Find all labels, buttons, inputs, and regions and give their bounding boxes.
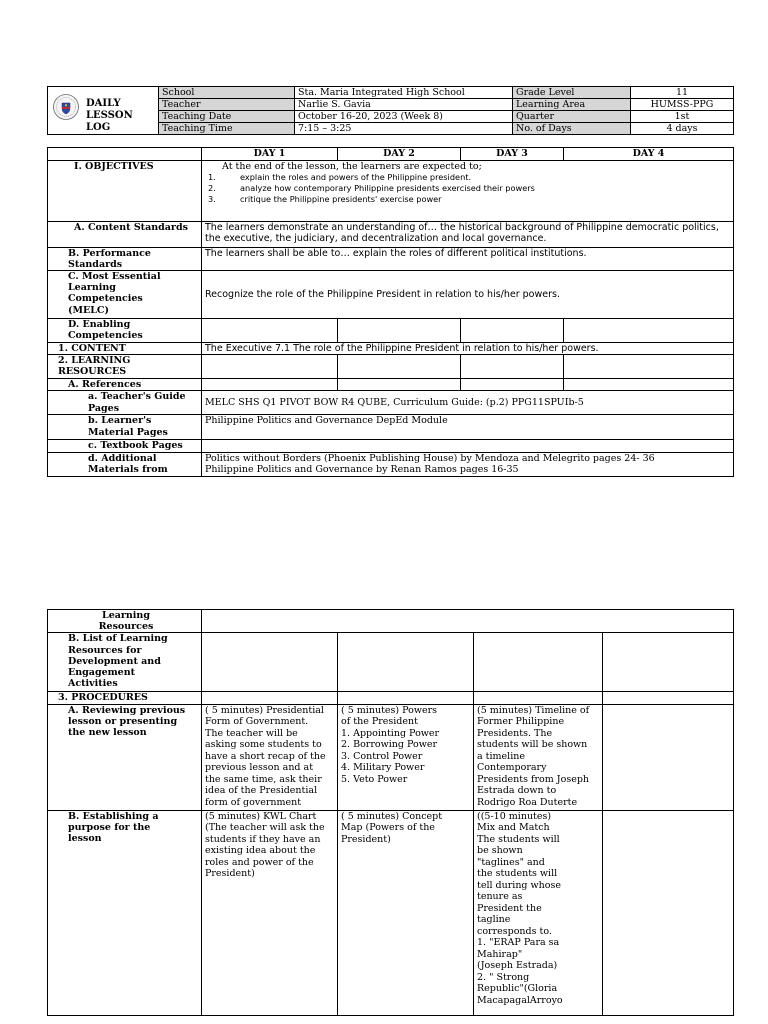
day-header: DAY 4 xyxy=(564,148,734,161)
empty-cell xyxy=(474,633,603,692)
empty-cell xyxy=(564,318,734,342)
empty-cell xyxy=(603,692,734,704)
textbook-label: c. Textbook Pages xyxy=(48,440,202,452)
learning-area-label: Learning Area xyxy=(513,99,631,111)
establishing-day3: ((5-10 minutes) Mix and Match The students will be shown "taglines" and the students will tell during whose tenure as President the tagline corresponds to. 1. "ERAP Para sa Mahirap" (Joseph Estrada) 2. " Strong Republic"(Gloria MacapagalArroyo xyxy=(474,810,603,1015)
procedures-label: 3. PROCEDURES xyxy=(48,692,202,704)
establishing-day2: ( 5 minutes) Concept Map (Powers of the President) xyxy=(338,810,474,1015)
objective-item: 2. analyze how contemporary Philippine presidents exercised their powers xyxy=(208,183,535,193)
empty-cell xyxy=(474,692,603,704)
objectives-label: I. OBJECTIVES xyxy=(48,160,202,221)
school-label: School xyxy=(159,87,295,99)
empty-cell xyxy=(202,692,338,704)
quarter-value: 1st xyxy=(631,111,734,123)
grade-level-value: 11 xyxy=(631,87,734,99)
teacher-value: Narlie S. Gavia xyxy=(295,99,513,111)
content-label: 1. CONTENT xyxy=(48,342,202,354)
teachers-guide-text: MELC SHS Q1 PIVOT BOW R4 QUBE, Curriculum Guide: (p.2) PPG11SPUIb-5 xyxy=(202,391,734,415)
header-table xyxy=(47,86,734,135)
learning-resources-cont-label: Learning Resources xyxy=(48,610,202,633)
establishing-day1: (5 minutes) KWL Chart (The teacher will ask the students if they have an existing idea about the roles and power of the President) xyxy=(202,810,338,1015)
learning-resources-label: 2. LEARNING RESOURCES xyxy=(48,355,202,379)
logo-title-cell xyxy=(48,87,159,135)
content-standards-label: A. Content Standards xyxy=(48,221,202,247)
teacher-label: Teacher xyxy=(159,99,295,111)
days-label: No. of Days xyxy=(513,123,631,135)
empty-cell xyxy=(202,318,338,342)
teaching-date-label: Teaching Date xyxy=(159,111,295,123)
objectives-intro: At the end of the lesson, the learners are expected to; xyxy=(222,160,482,172)
reviewing-day2: ( 5 minutes) Powers of the President 1. Appointing Power 2. Borrowing Power 3. Control Power 4. Military Power 5. Veto Power xyxy=(338,704,474,810)
enabling-competencies-label: D. Enabling Competencies xyxy=(48,318,202,342)
empty-cell xyxy=(603,704,734,810)
empty-cell xyxy=(202,610,734,633)
empty-cell xyxy=(564,355,734,379)
day-header: DAY 1 xyxy=(202,148,338,161)
reviewing-day1: ( 5 minutes) Presidential Form of Government. The teacher will be asking some students to have a short recap of the previous lesson and at the same time, ask their idea of the Presidential form of government xyxy=(202,704,338,810)
additional-materials-label: d. Additional Materials from xyxy=(48,452,202,476)
empty-cell xyxy=(461,379,564,391)
teaching-time-label: Teaching Time xyxy=(159,123,295,135)
melc-text: Recognize the role of the Philippine President in relation to his/her powers. xyxy=(202,270,734,318)
performance-standards-label: B. Performance Standards xyxy=(48,247,202,270)
empty-cell xyxy=(564,379,734,391)
empty-cell xyxy=(338,633,474,692)
teaching-time-value: 7:15 – 3:25 xyxy=(295,123,513,135)
quarter-label: Quarter xyxy=(513,111,631,123)
empty-cell xyxy=(202,440,734,452)
empty-cell xyxy=(603,810,734,1015)
empty-cell xyxy=(202,355,338,379)
deped-seal-icon xyxy=(53,94,79,120)
melc-label: C. Most Essential Learning Competencies (MELC) xyxy=(48,270,202,318)
empty-cell xyxy=(202,379,338,391)
empty-cell xyxy=(338,379,461,391)
learners-material-text: Philippine Politics and Governance DepEd Module xyxy=(202,415,734,440)
days-value: 4 days xyxy=(631,123,734,135)
day-header: DAY 2 xyxy=(338,148,461,161)
teaching-date-value: October 16-20, 2023 (Week 8) xyxy=(295,111,513,123)
content-standards-text: The learners demonstrate an understanding of… the historical background of Philippine democratic politics, the executive, the judiciary, and decentralization and local governance. xyxy=(202,221,734,247)
empty-cell xyxy=(461,355,564,379)
procedures-table xyxy=(47,609,734,1016)
document-title: DAILY LESSON LOG xyxy=(86,98,133,133)
additional-materials-text: Politics without Borders (Phoenix Publishing House) by Mendoza and Melegrito pages 24- 36 Philippine Politics and Governance by Renan Ramos pages 16-35 xyxy=(202,452,734,476)
grade-level-label: Grade Level xyxy=(513,87,631,99)
teachers-guide-label: a. Teacher's Guide Pages xyxy=(48,391,202,415)
empty-cell xyxy=(202,633,338,692)
learning-area-value: HUMSS-PPG xyxy=(631,99,734,111)
learners-material-label: b. Learner's Material Pages xyxy=(48,415,202,440)
objective-item: 1. explain the roles and powers of the Philippine president. xyxy=(208,172,472,182)
empty-cell xyxy=(338,318,461,342)
performance-standards-text: The learners shall be able to… explain the roles of different political institutions. xyxy=(202,247,734,270)
establishing-label: B. Establishing a purpose for the lesson xyxy=(48,810,202,1015)
empty-cell xyxy=(603,633,734,692)
content-text: The Executive 7.1 The role of the Philippine President in relation to his/her powers. xyxy=(202,342,734,354)
reviewing-label: A. Reviewing previous lesson or presenting the new lesson xyxy=(48,704,202,810)
lesson-plan-table xyxy=(47,147,734,477)
list-resources-label: B. List of Learning Resources for Development and Engagement Activities xyxy=(48,633,202,692)
blank-header-cell xyxy=(48,148,202,161)
objective-item: 3. critique the Philippine presidents' exercise power xyxy=(208,194,442,204)
references-label: A. References xyxy=(48,379,202,391)
school-value: Sta. Maria Integrated High School xyxy=(295,87,513,99)
empty-cell xyxy=(338,355,461,379)
reviewing-day3: (5 minutes) Timeline of Former Philippine Presidents. The students will be shown a timeline Contemporary Presidents from Joseph Estrada down to Rodrigo Roa Duterte xyxy=(474,704,603,810)
day-header: DAY 3 xyxy=(461,148,564,161)
empty-cell xyxy=(338,692,474,704)
objectives-cell xyxy=(202,160,734,221)
empty-cell xyxy=(461,318,564,342)
